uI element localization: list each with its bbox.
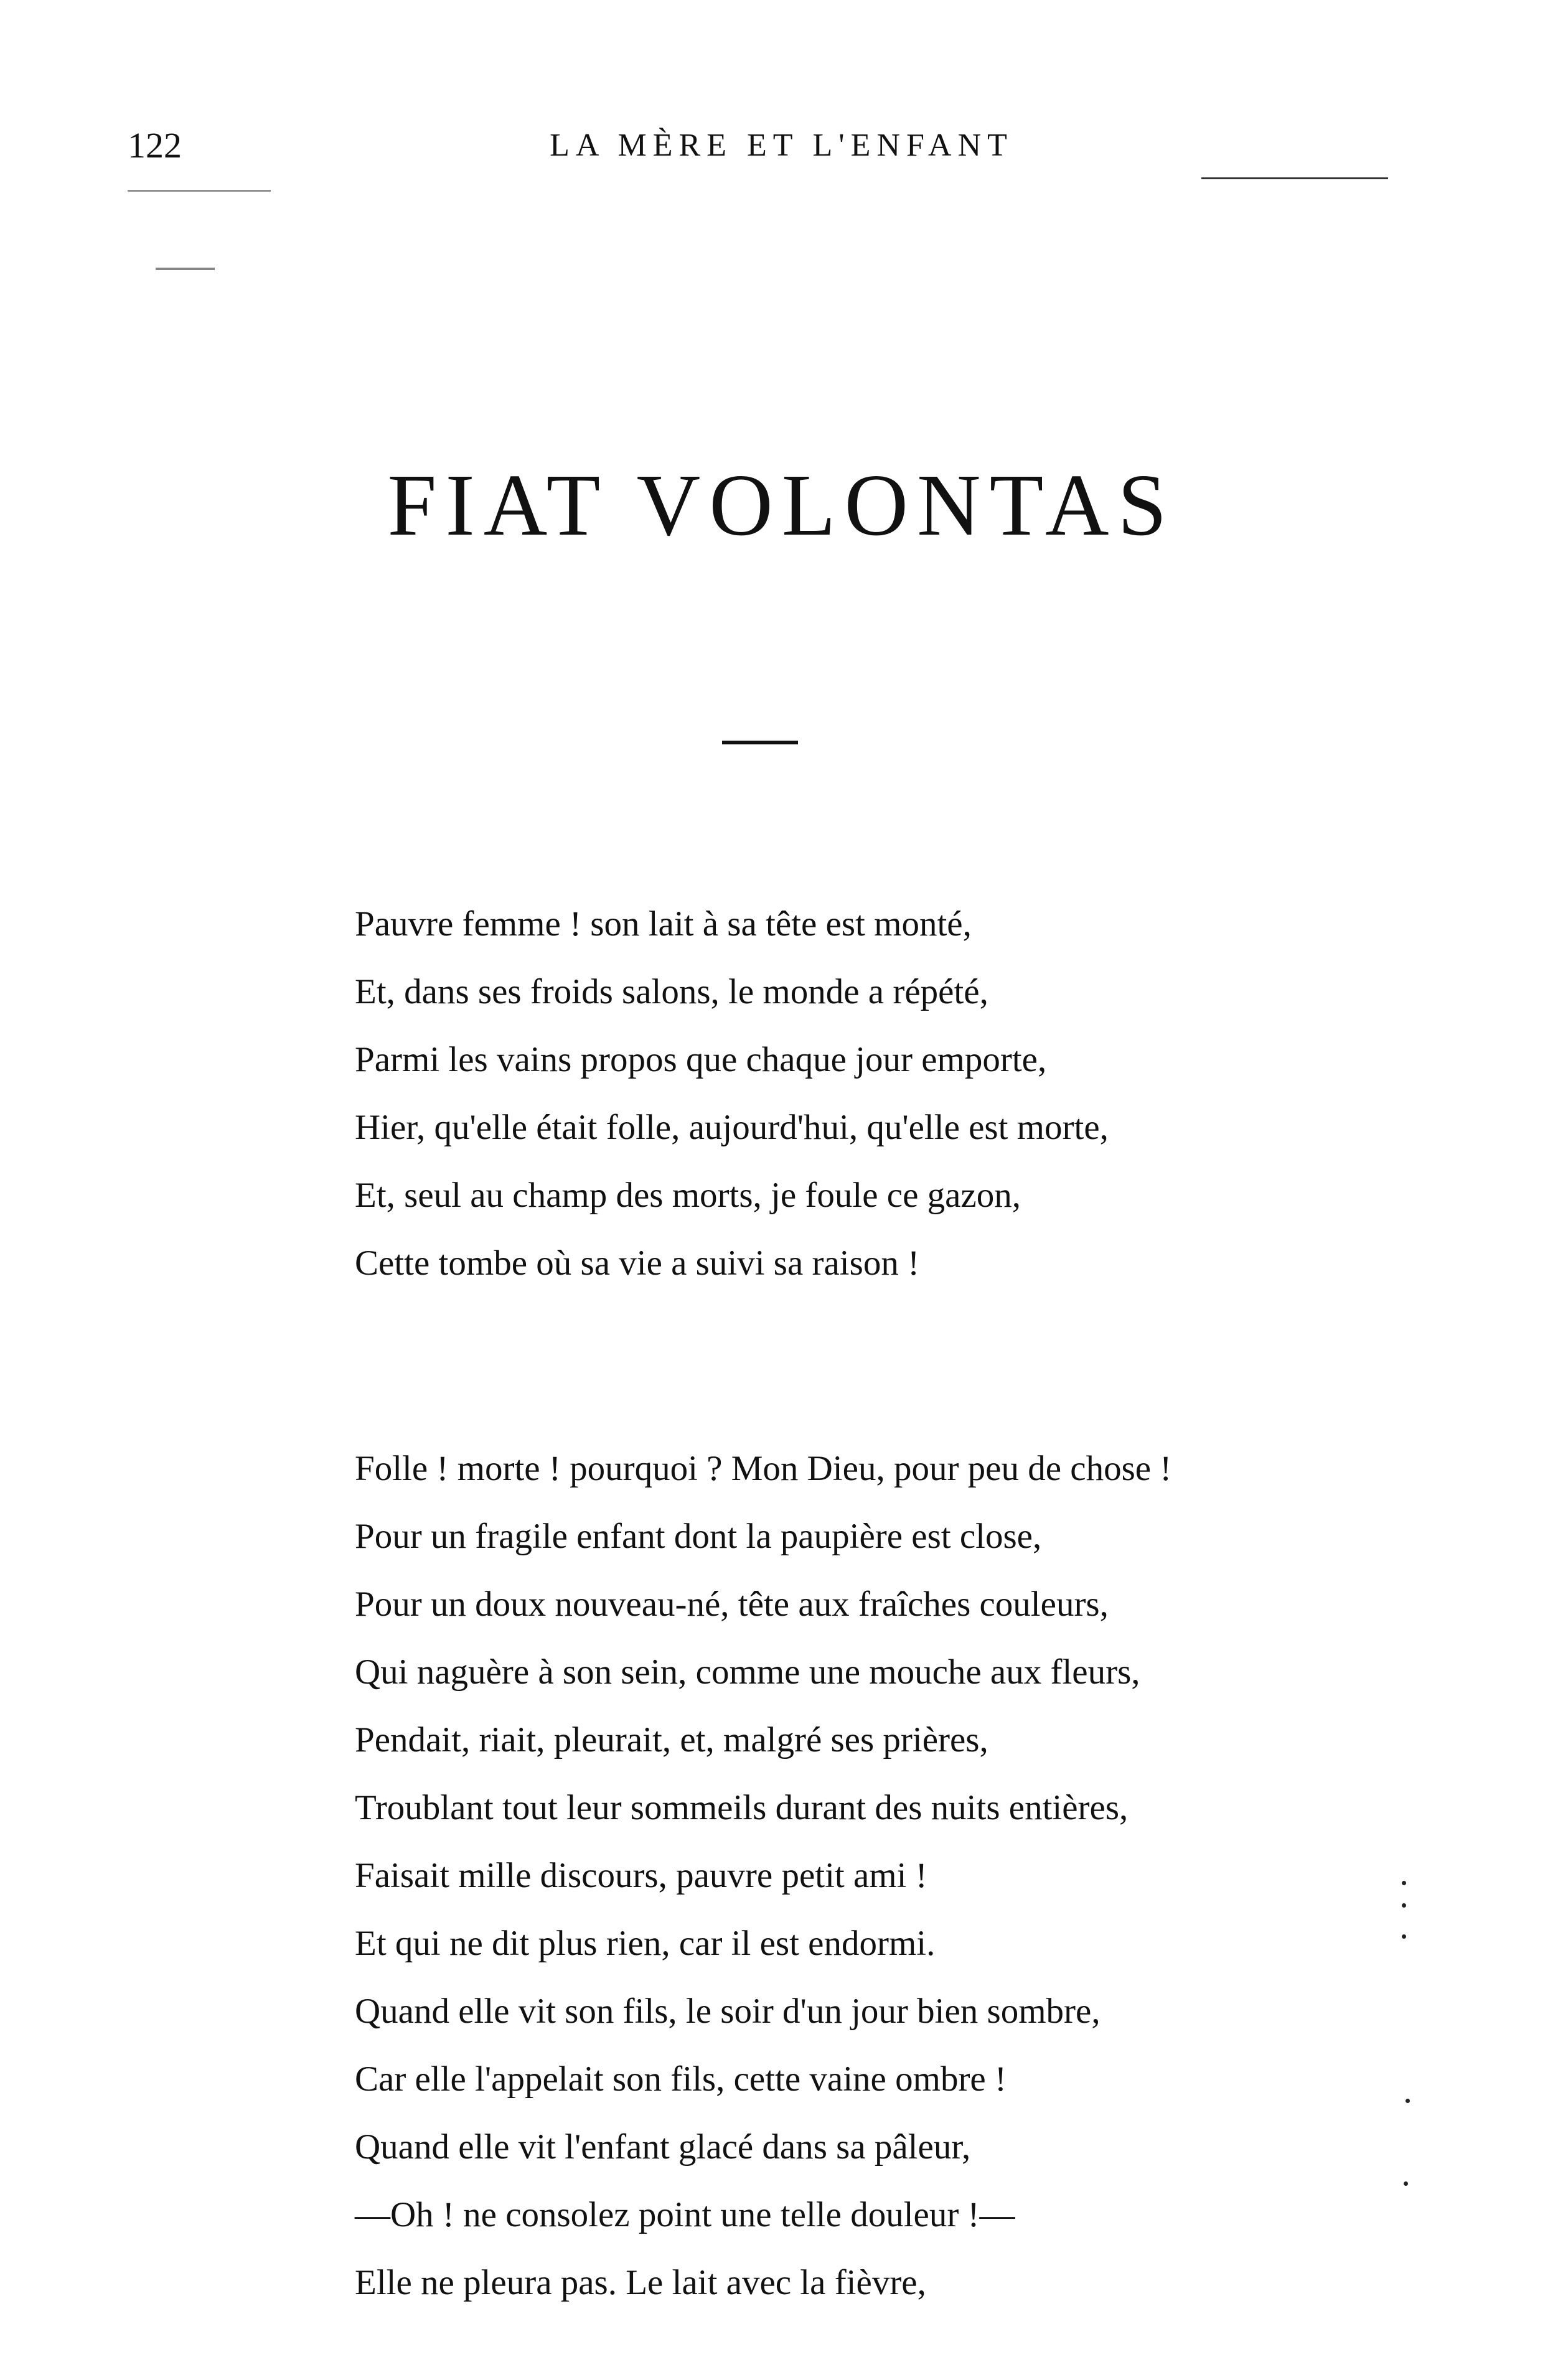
verse-line: Elle ne pleura pas. Le lait avec la fièvre, <box>355 2263 926 2302</box>
margin-speck <box>1402 1881 1406 1885</box>
verse-line: Quand elle vit son fils, le soir d'un jour bien sombre, <box>355 1992 1101 2031</box>
verse-line: Pour un doux nouveau-né, tête aux fraîches couleurs, <box>355 1585 1109 1624</box>
verse-line: Qui naguère à son sein, comme une mouche aux fleurs, <box>355 1652 1140 1692</box>
verse-line: Et qui ne dit plus rien, car il est endormi. <box>355 1924 936 1963</box>
margin-speck <box>1404 2181 1408 2186</box>
verse-line: Et, dans ses froids salons, le monde a répété, <box>355 972 988 1011</box>
page-number: 122 <box>128 125 182 166</box>
verse-line: Hier, qu'elle était folle, aujourd'hui, qu'elle est morte, <box>355 1108 1109 1147</box>
margin-speck <box>1402 1934 1406 1939</box>
verse-line: Pour un fragile enfant dont la paupière est close, <box>355 1517 1042 1556</box>
verse-line: Cette tombe où sa vie a suivi sa raison ! <box>355 1244 920 1283</box>
stanza-2 <box>355 1435 1171 2317</box>
verse-line: Car elle l'appelait son fils, cette vaine ombre ! <box>355 2059 1007 2099</box>
margin-speck <box>1402 1903 1406 1908</box>
verse-line: —Oh ! ne consolez point une telle douleur !— <box>355 2195 1015 2234</box>
header-rule-small <box>156 268 215 270</box>
verse-line: Pauvre femme ! son lait à sa tête est monté, <box>355 904 972 944</box>
verse-line: Folle ! morte ! pourquoi ? Mon Dieu, pour peu de chose ! <box>355 1449 1172 1488</box>
verse-line: Pendait, riait, pleurait, et, malgré ses prières, <box>355 1720 988 1759</box>
verse-line: Et, seul au champ des morts, je foule ce gazon, <box>355 1176 1021 1215</box>
title-rule <box>722 741 798 744</box>
verse-line: Quand elle vit l'enfant glacé dans sa pâleur, <box>355 2127 971 2167</box>
verse-line: Parmi les vains propos que chaque jour emporte, <box>355 1040 1047 1079</box>
verse-line: Faisait mille discours, pauvre petit ami ! <box>355 1856 927 1895</box>
poem-title: FIAT VOLONTAS <box>387 456 1176 554</box>
stanza-1 <box>355 890 1109 1297</box>
margin-speck <box>1406 2099 1410 2103</box>
header-rule-left <box>128 190 271 192</box>
header-rule-right <box>1201 177 1388 179</box>
verse-line: Troublant tout leur sommeils durant des nuits entières, <box>355 1788 1129 1827</box>
running-head: LA MÈRE ET L'ENFANT <box>550 128 1013 163</box>
